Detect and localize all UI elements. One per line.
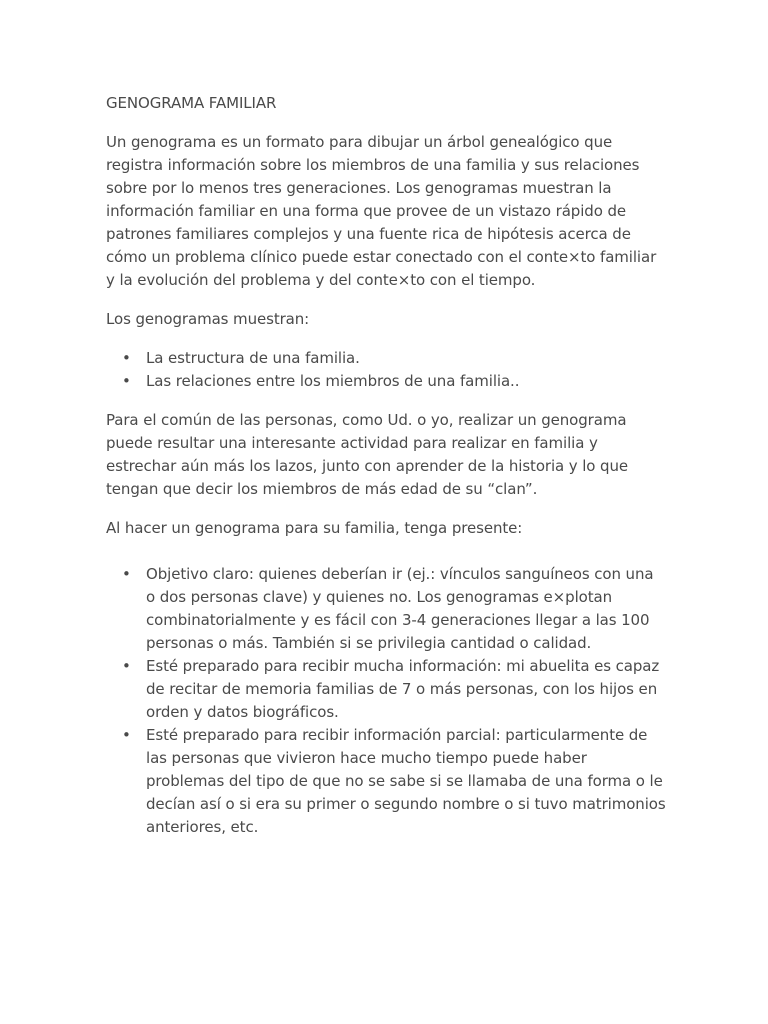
list-item: • Esté preparado para recibir información parcial: particularmente de las personas que vivieron hace mucho tiempo puede haber problemas del tipo de que no se sabe si se llamaba de una forma o le decían así o si era su primer o segundo nombre o si tuvo matrimonios anteriores, etc. (146, 724, 666, 839)
common-paragraph: Para el común de las personas, como Ud. o yo, realizar un genograma puede resultar una interesante actividad para realizar en familia y estrechar aún más los lazos, junto con aprender de la historia y lo que tengan que decir los miembros de más edad de su “clan”. (106, 411, 629, 498)
shows-list (106, 347, 666, 393)
list-item: • Las relaciones entre los miembros de una familia.. (146, 370, 666, 393)
list-item: • Esté preparado para recibir mucha información: mi abuelita es capaz de recitar de memoria familias de 7 o más personas, con los hijos en orden y datos biográficos. (146, 655, 666, 724)
list-item: • La estructura de una familia. (146, 347, 666, 370)
document-page (106, 92, 666, 855)
document-title: GENOGRAMA FAMILIAR (106, 94, 277, 112)
list-item: • Objetivo claro: quienes deberían ir (ej.: vínculos sanguíneos con una o dos personas clave) y quienes no. Los genogramas e×plotan combinatorialmente y es fácil con 3-4 generaciones llegar a las 100 personas o más. También si se privilegia cantidad o calidad. (146, 563, 666, 655)
shows-heading: Los genogramas muestran: (106, 310, 310, 328)
tips-list (106, 563, 666, 839)
intro-paragraph: Un genograma es un formato para dibujar un árbol genealógico que registra información sobre los miembros de una familia y sus relaciones sobre por lo menos tres generaciones. Los genogramas muestran la información familiar en una forma que provee de un vistazo rápido de patrones familiares complejos y una fuente rica de hipótesis acerca de cómo un problema clínico puede estar conectado con el conte×to familiar y la evolución del problema y del conte×to con el tiempo. (106, 133, 657, 289)
tips-heading: Al hacer un genograma para su familia, tenga presente: (106, 519, 523, 537)
